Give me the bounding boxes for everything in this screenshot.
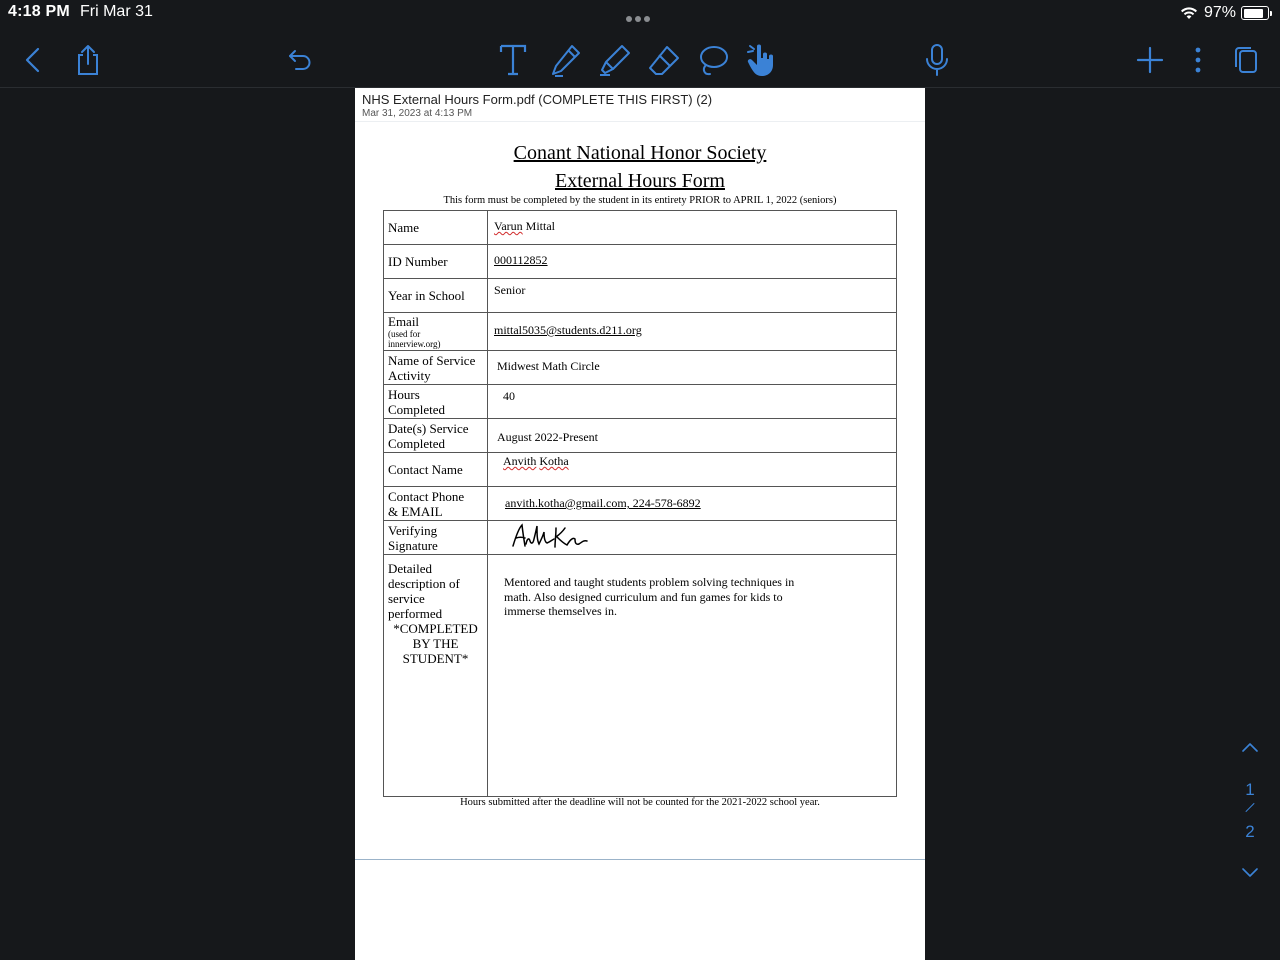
multitasking-dots-icon[interactable] xyxy=(626,9,654,17)
label-desc-line6: BY THE xyxy=(412,636,459,651)
eraser-tool-button[interactable] xyxy=(644,40,684,80)
label-email-note2: innerview.org) xyxy=(388,339,441,349)
header-divider xyxy=(355,121,925,122)
pen-icon xyxy=(550,43,582,77)
label-id-number: ID Number xyxy=(384,245,488,279)
label-description xyxy=(384,555,488,797)
document-filename: NHS External Hours Form.pdf (COMPLETE THIS FIRST) (2) xyxy=(362,92,713,107)
name-first: Varun xyxy=(494,219,523,233)
label-desc-line1: Detailed xyxy=(388,561,433,576)
pages-button[interactable] xyxy=(1226,40,1266,80)
current-page-number: 1 xyxy=(1245,780,1255,799)
more-icon xyxy=(1194,46,1202,74)
document-date: Mar 31, 2023 at 4:13 PM xyxy=(362,108,473,119)
lasso-tool-button[interactable] xyxy=(693,40,733,80)
share-icon xyxy=(74,44,102,76)
label-service-line2: Activity xyxy=(388,367,431,383)
status-date: Fri Mar 31 xyxy=(80,3,153,20)
hours-text: 40 xyxy=(503,389,515,403)
value-description[interactable] xyxy=(488,555,897,797)
row-contact-name xyxy=(384,453,897,487)
label-dates xyxy=(384,419,488,453)
highlighter-icon xyxy=(598,43,632,77)
row-service xyxy=(384,351,897,385)
row-name xyxy=(384,211,897,245)
label-signature-line2: Signature xyxy=(388,537,438,553)
label-phone-line2: & EMAIL xyxy=(388,503,443,519)
more-button[interactable] xyxy=(1178,40,1218,80)
name-last: Mittal xyxy=(522,219,556,233)
pager-separator xyxy=(1245,803,1254,812)
total-page-count: 2 xyxy=(1245,822,1255,841)
label-desc-line4: performed xyxy=(388,606,443,621)
label-dates-line1: Date(s) Service xyxy=(388,420,469,436)
lasso-icon xyxy=(696,43,730,77)
page-down-icon[interactable] xyxy=(1242,868,1258,878)
label-name: Name xyxy=(384,211,488,245)
label-desc-line2: description of xyxy=(388,576,460,591)
value-service[interactable] xyxy=(488,351,897,385)
label-dates-line2: Completed xyxy=(388,435,446,451)
microphone-icon xyxy=(924,43,950,77)
chevron-left-icon xyxy=(21,46,45,74)
year-text: Senior xyxy=(494,283,526,297)
label-signature xyxy=(384,521,488,555)
value-contact-phone[interactable] xyxy=(488,487,897,521)
label-contact-name: Contact Name xyxy=(384,453,488,487)
email-text: mittal5035@students.d211.org xyxy=(494,323,642,337)
pen-tool-button[interactable] xyxy=(546,40,586,80)
row-contact-phone xyxy=(384,487,897,521)
undo-button[interactable] xyxy=(280,40,320,80)
row-signature xyxy=(384,521,897,555)
hand-pointer-icon xyxy=(744,42,778,78)
label-service-line1: Name of Service xyxy=(388,352,476,368)
value-hours[interactable] xyxy=(488,385,897,419)
id-number-text: 000112852 xyxy=(494,253,548,267)
microphone-button[interactable] xyxy=(917,40,957,80)
page-break-divider xyxy=(355,859,925,860)
label-hours-line2: Completed xyxy=(388,401,446,417)
toolbar xyxy=(0,34,1280,86)
page-navigator xyxy=(1234,734,1266,884)
text-tool-button[interactable] xyxy=(493,40,533,80)
status-bar xyxy=(0,0,1280,26)
label-email xyxy=(384,313,488,351)
value-email[interactable] xyxy=(488,313,897,351)
status-time: 4:18 PM xyxy=(8,3,70,20)
back-button[interactable] xyxy=(13,40,53,80)
add-icon xyxy=(1136,46,1164,74)
document-page[interactable] xyxy=(355,88,925,960)
row-description xyxy=(384,555,897,797)
row-year xyxy=(384,279,897,313)
value-dates[interactable] xyxy=(488,419,897,453)
text-tool-icon xyxy=(498,43,528,77)
description-text: Mentored and taught students problem solving techniques in math. Also designed curriculum and fun games for kids to immerse themselves in. xyxy=(504,575,795,618)
row-hours xyxy=(384,385,897,419)
battery-icon xyxy=(1241,6,1269,20)
form-title-society: Conant National Honor Society xyxy=(513,142,767,164)
form-table xyxy=(383,210,897,797)
hand-tool-button[interactable] xyxy=(741,40,781,80)
value-year[interactable] xyxy=(488,279,897,313)
handwritten-signature xyxy=(510,522,592,550)
pages-icon xyxy=(1233,45,1259,75)
label-service xyxy=(384,351,488,385)
value-contact-name[interactable] xyxy=(488,453,897,487)
row-dates xyxy=(384,419,897,453)
highlighter-tool-button[interactable] xyxy=(595,40,635,80)
document-header xyxy=(362,92,712,119)
label-phone-line1: Contact Phone xyxy=(388,488,465,504)
dates-text: August 2022-Present xyxy=(497,430,598,444)
undo-icon xyxy=(286,47,314,73)
form-footer-note: Hours submitted after the deadline will not be counted for the 2021-2022 school year. xyxy=(460,797,820,808)
form-title-form: External Hours Form xyxy=(555,170,725,192)
label-desc-line7: STUDENT* xyxy=(402,651,469,666)
contact-last: Kotha xyxy=(539,454,569,468)
page-up-icon[interactable] xyxy=(1242,742,1258,752)
label-hours-line1: Hours xyxy=(388,386,420,402)
label-hours xyxy=(384,385,488,419)
contact-first: Anvith xyxy=(503,454,537,468)
eraser-icon xyxy=(647,44,681,76)
label-email-text: Email xyxy=(388,314,420,329)
share-button[interactable] xyxy=(68,40,108,80)
label-contact-phone xyxy=(384,487,488,521)
label-desc-line5: *COMPLETED xyxy=(393,621,478,636)
service-text: Midwest Math Circle xyxy=(497,359,600,373)
contact-phone-text: anvith.kotha@gmail.com, 224-578-6892 xyxy=(505,496,701,510)
value-signature[interactable] xyxy=(488,521,897,555)
label-desc-line3: service xyxy=(388,591,425,606)
label-year: Year in School xyxy=(384,279,488,313)
row-id xyxy=(384,245,897,279)
add-button[interactable] xyxy=(1130,40,1170,80)
value-name[interactable] xyxy=(488,211,897,245)
row-email xyxy=(384,313,897,351)
label-signature-line1: Verifying xyxy=(388,522,438,538)
form-instructions: This form must be completed by the student in its entirety PRIOR to APRIL 1, 2022 (seniors) xyxy=(443,195,837,206)
value-id-number[interactable] xyxy=(488,245,897,279)
wifi-icon xyxy=(1180,6,1198,20)
label-email-note1: (used for xyxy=(388,329,421,339)
battery-percentage: 97% xyxy=(1203,4,1236,21)
